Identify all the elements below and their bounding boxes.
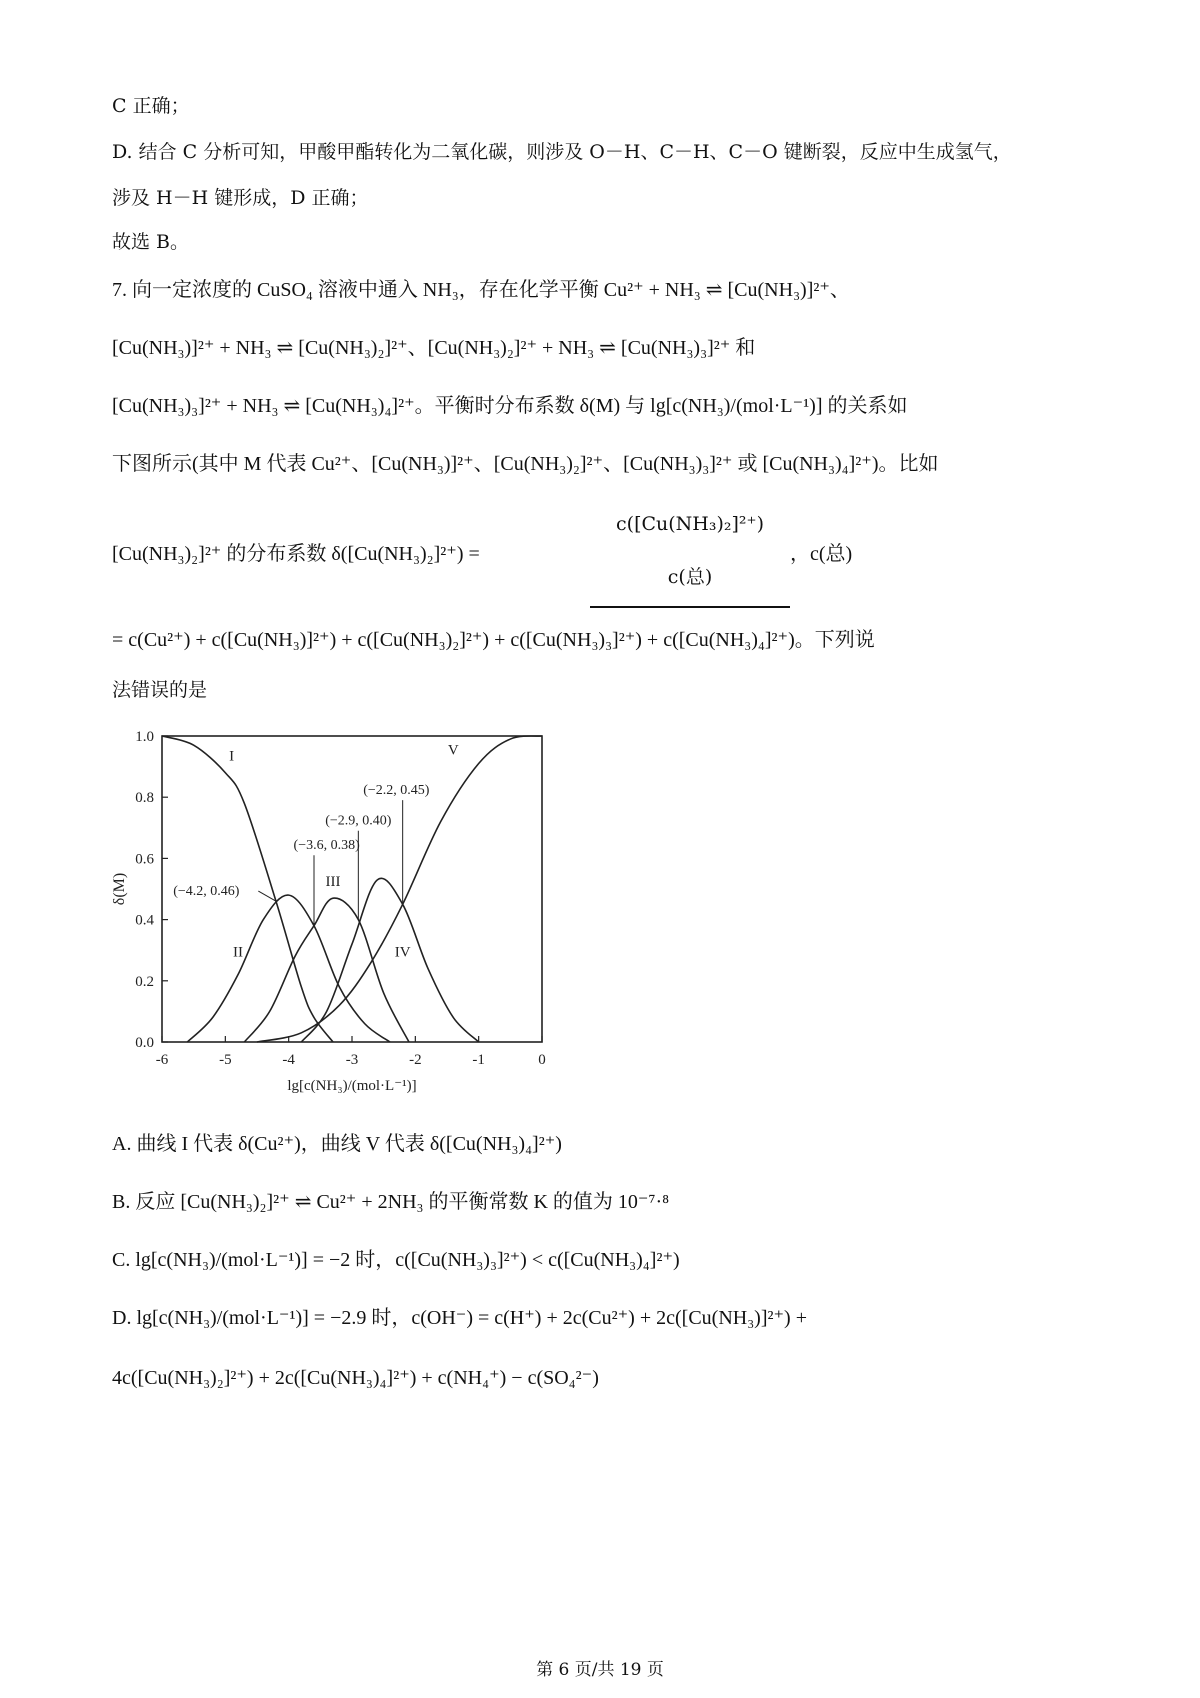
annotation-label: (−2.9, 0.40) — [325, 813, 392, 829]
x-tick-label: -4 — [282, 1052, 295, 1068]
option-c: C. lg[c(NH₃)/(mol·L⁻¹)] = −2 时，c([Cu(NH₃)₃]²⁺) < c([Cu(NH₃)₄]²⁺) — [112, 1249, 680, 1271]
x-tick-label: -2 — [409, 1052, 422, 1068]
text-line-d-analysis: D. 结合 C 分析可知，甲酸甲酯转化为二氧化碳，则涉及 O－H、C－H、C－O 键断裂，反应中生成氢气， — [112, 141, 1012, 163]
question-7-line-6: = c(Cu²⁺) + c([Cu(NH₃)]²⁺) + c([Cu(NH₃)₂]²⁺) + c([Cu(NH₃)₃]²⁺) + c([Cu(NH₃)₄]²⁺)。下列说 — [112, 629, 875, 651]
fraction-denominator: c(总) — [667, 566, 713, 588]
option-b: B. 反应 [Cu(NH₃)₂]²⁺ ⇌ Cu²⁺ + 2NH₃ 的平衡常数 K 的值为 10⁻⁷·⁸ — [112, 1191, 670, 1213]
x-tick-label: -6 — [155, 1052, 169, 1068]
y-tick-label: 1.0 — [135, 729, 154, 745]
annotation-label: (−4.2, 0.46) — [173, 884, 240, 900]
curve-label-V: V — [447, 742, 459, 759]
page-footer: 第 6 页/共 19 页 — [536, 1660, 664, 1680]
text-line-c-correct: C 正确； — [112, 95, 190, 117]
curve-V — [257, 736, 542, 1042]
question-7-line-5: [Cu(NH₃)₂]²⁺ 的分布系数 δ([Cu(NH₃)₂]²⁺) = — [112, 543, 480, 565]
fraction-bar — [590, 606, 790, 608]
curve-III — [244, 898, 409, 1042]
curve-label-IV: IV — [394, 944, 411, 961]
y-axis-label: δ(M) — [111, 872, 128, 906]
x-tick-label: -3 — [345, 1052, 359, 1068]
curve-label-III: III — [325, 873, 341, 890]
x-tick-label: -1 — [472, 1052, 485, 1068]
y-tick-label: 0.2 — [135, 973, 154, 990]
question-7-line-1: 7. 向一定浓度的 CuSO₄ 溶液中通入 NH₃，存在化学平衡 Cu²⁺ + NH₃ ⇌ [Cu(NH₃)]²⁺、 — [112, 279, 850, 301]
y-tick-label: 0.0 — [135, 1035, 154, 1051]
curve-label-II: II — [233, 944, 243, 961]
x-tick-label: -5 — [219, 1052, 232, 1068]
y-tick-label: 0.6 — [135, 851, 154, 868]
text-line-answer: 故选 B。 — [112, 231, 190, 253]
annotation-label: (−3.6, 0.38) — [293, 838, 360, 854]
fraction-numerator: c([Cu(NH₃)₂]²⁺) — [616, 513, 764, 535]
curve-label-I: I — [229, 748, 235, 765]
distribution-chart — [110, 722, 590, 1102]
question-7-line-4: 下图所示(其中 M 代表 Cu²⁺、[Cu(NH₃)]²⁺、[Cu(NH₃)₂]²⁺、[Cu(NH₃)₃]²⁺ 或 [Cu(NH₃)₄]²⁺)。比如 — [112, 453, 939, 475]
question-7-line-7: 法错误的是 — [112, 679, 208, 701]
y-tick-label: 0.4 — [135, 912, 154, 929]
annotation-label: (−2.2, 0.45) — [363, 783, 430, 799]
option-a: A. 曲线 I 代表 δ(Cu²⁺)，曲线 V 代表 δ([Cu(NH₃)₄]²⁺) — [112, 1133, 562, 1155]
question-7-line-3: [Cu(NH₃)₃]²⁺ + NH₃ ⇌ [Cu(NH₃)₄]²⁺。平衡时分布系数 δ(M) 与 lg[c(NH₃)/(mol·L⁻¹)] 的关系如 — [112, 395, 908, 417]
x-tick-label: 0 — [538, 1052, 546, 1068]
question-7-line-5-tail: ，c(总) — [790, 543, 853, 565]
x-axis-label: lg[c(NH₃)/(mol·L⁻¹)] — [287, 1078, 417, 1094]
y-tick-label: 0.8 — [135, 790, 154, 807]
question-7-line-2: [Cu(NH₃)]²⁺ + NH₃ ⇌ [Cu(NH₃)₂]²⁺、[Cu(NH₃)₂]²⁺ + NH₃ ⇌ [Cu(NH₃)₃]²⁺ 和 — [112, 337, 756, 359]
text-line-d-continued: 涉及 H－H 键形成，D 正确； — [112, 187, 369, 209]
option-d-line-2: 4c([Cu(NH₃)₂]²⁺) + 2c([Cu(NH₃)₄]²⁺) + c(NH₄⁺) − c(SO₄²⁻) — [112, 1367, 599, 1389]
option-d-line-1: D. lg[c(NH₃)/(mol·L⁻¹)] = −2.9 时，c(OH⁻) = c(H⁺) + 2c(Cu²⁺) + 2c([Cu(NH₃)]²⁺) + — [112, 1307, 807, 1329]
